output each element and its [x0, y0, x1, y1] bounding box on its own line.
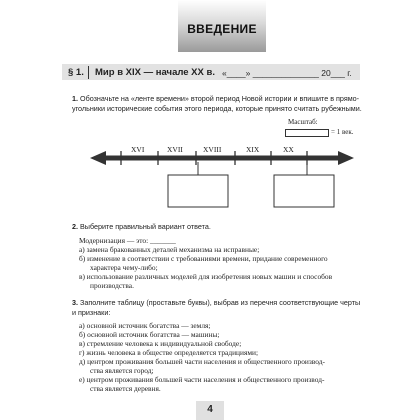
date-field[interactable]: «____» ______________ 20___ г. — [222, 68, 352, 78]
task-1-number: 1. — [72, 94, 78, 103]
task-2-option-continued: характера чему-либо; — [90, 263, 158, 272]
scale-text: = 1 век. — [331, 128, 354, 136]
scale-label: Масштаб: — [288, 118, 318, 126]
century-label: XVII — [167, 145, 183, 154]
task-1-line-2: угольники исторические события этого периода, которые принято считать рубежными. — [72, 104, 362, 113]
chapter-title: ВВЕДЕНИЕ — [187, 22, 257, 36]
task-2-option-continued: производства. — [90, 281, 134, 290]
task-3-option-continued: ства является город; — [90, 366, 154, 375]
task-2-option: а) замена бракованных деталей механизма на исправные; — [79, 245, 260, 254]
timeline-left-arrow — [90, 151, 106, 165]
task-2-prompt — [72, 222, 211, 232]
task-3-option: а) основной источник богатства — земля; — [79, 321, 211, 330]
century-label: XVI — [131, 145, 145, 154]
page-number: 4 — [207, 404, 213, 415]
century-label: XX — [283, 145, 294, 154]
task-3-option: г) жизнь человека в обществе определяется традициями; — [79, 348, 259, 357]
task-3-text: Заполните таблицу (проставьте буквы), выбрав из перечня соответствующие черты — [80, 298, 361, 307]
section-number: § 1. — [68, 67, 84, 78]
century-label: XIX — [246, 145, 260, 154]
task-3-number: 3. — [72, 298, 78, 307]
task-3-prompt-line-1 — [72, 298, 360, 308]
timeline-right-arrow — [338, 151, 354, 165]
task-2-option: в) использование различных моделей для изобретения новых машин и способов — [79, 272, 333, 281]
section-title: Мир в XIX — начале XX в. — [95, 67, 215, 78]
task-3-option: в) стремление человека к индивидуальной свободе; — [79, 339, 242, 348]
task-3-option: д) центром проживания большей части населения и общественного производ- — [79, 357, 325, 366]
task-3-option-continued: ства является деревня. — [90, 384, 161, 393]
century-label: XVIII — [203, 145, 222, 154]
task-2-option: б) изменение в соответствии с требованиями времени, придание современного — [79, 254, 328, 263]
task-1-text: Обозначьте на «ленте времени» второй период Новой истории и впишите в прямо- — [80, 94, 360, 103]
task-3-option: б) основной источник богатства — машины; — [79, 330, 220, 339]
event-box-left[interactable] — [168, 175, 228, 207]
task-3-option: е) центром проживания большей части населения и общественного производ- — [79, 375, 325, 384]
task-2-text: Выберите правильный вариант ответа. — [80, 222, 211, 231]
task-2-number: 2. — [72, 222, 78, 231]
event-box-right[interactable] — [274, 175, 334, 207]
task-3-prompt-line-2: и признаки: — [72, 308, 111, 317]
task-2-question: Модернизация — это: _______ — [79, 236, 176, 245]
